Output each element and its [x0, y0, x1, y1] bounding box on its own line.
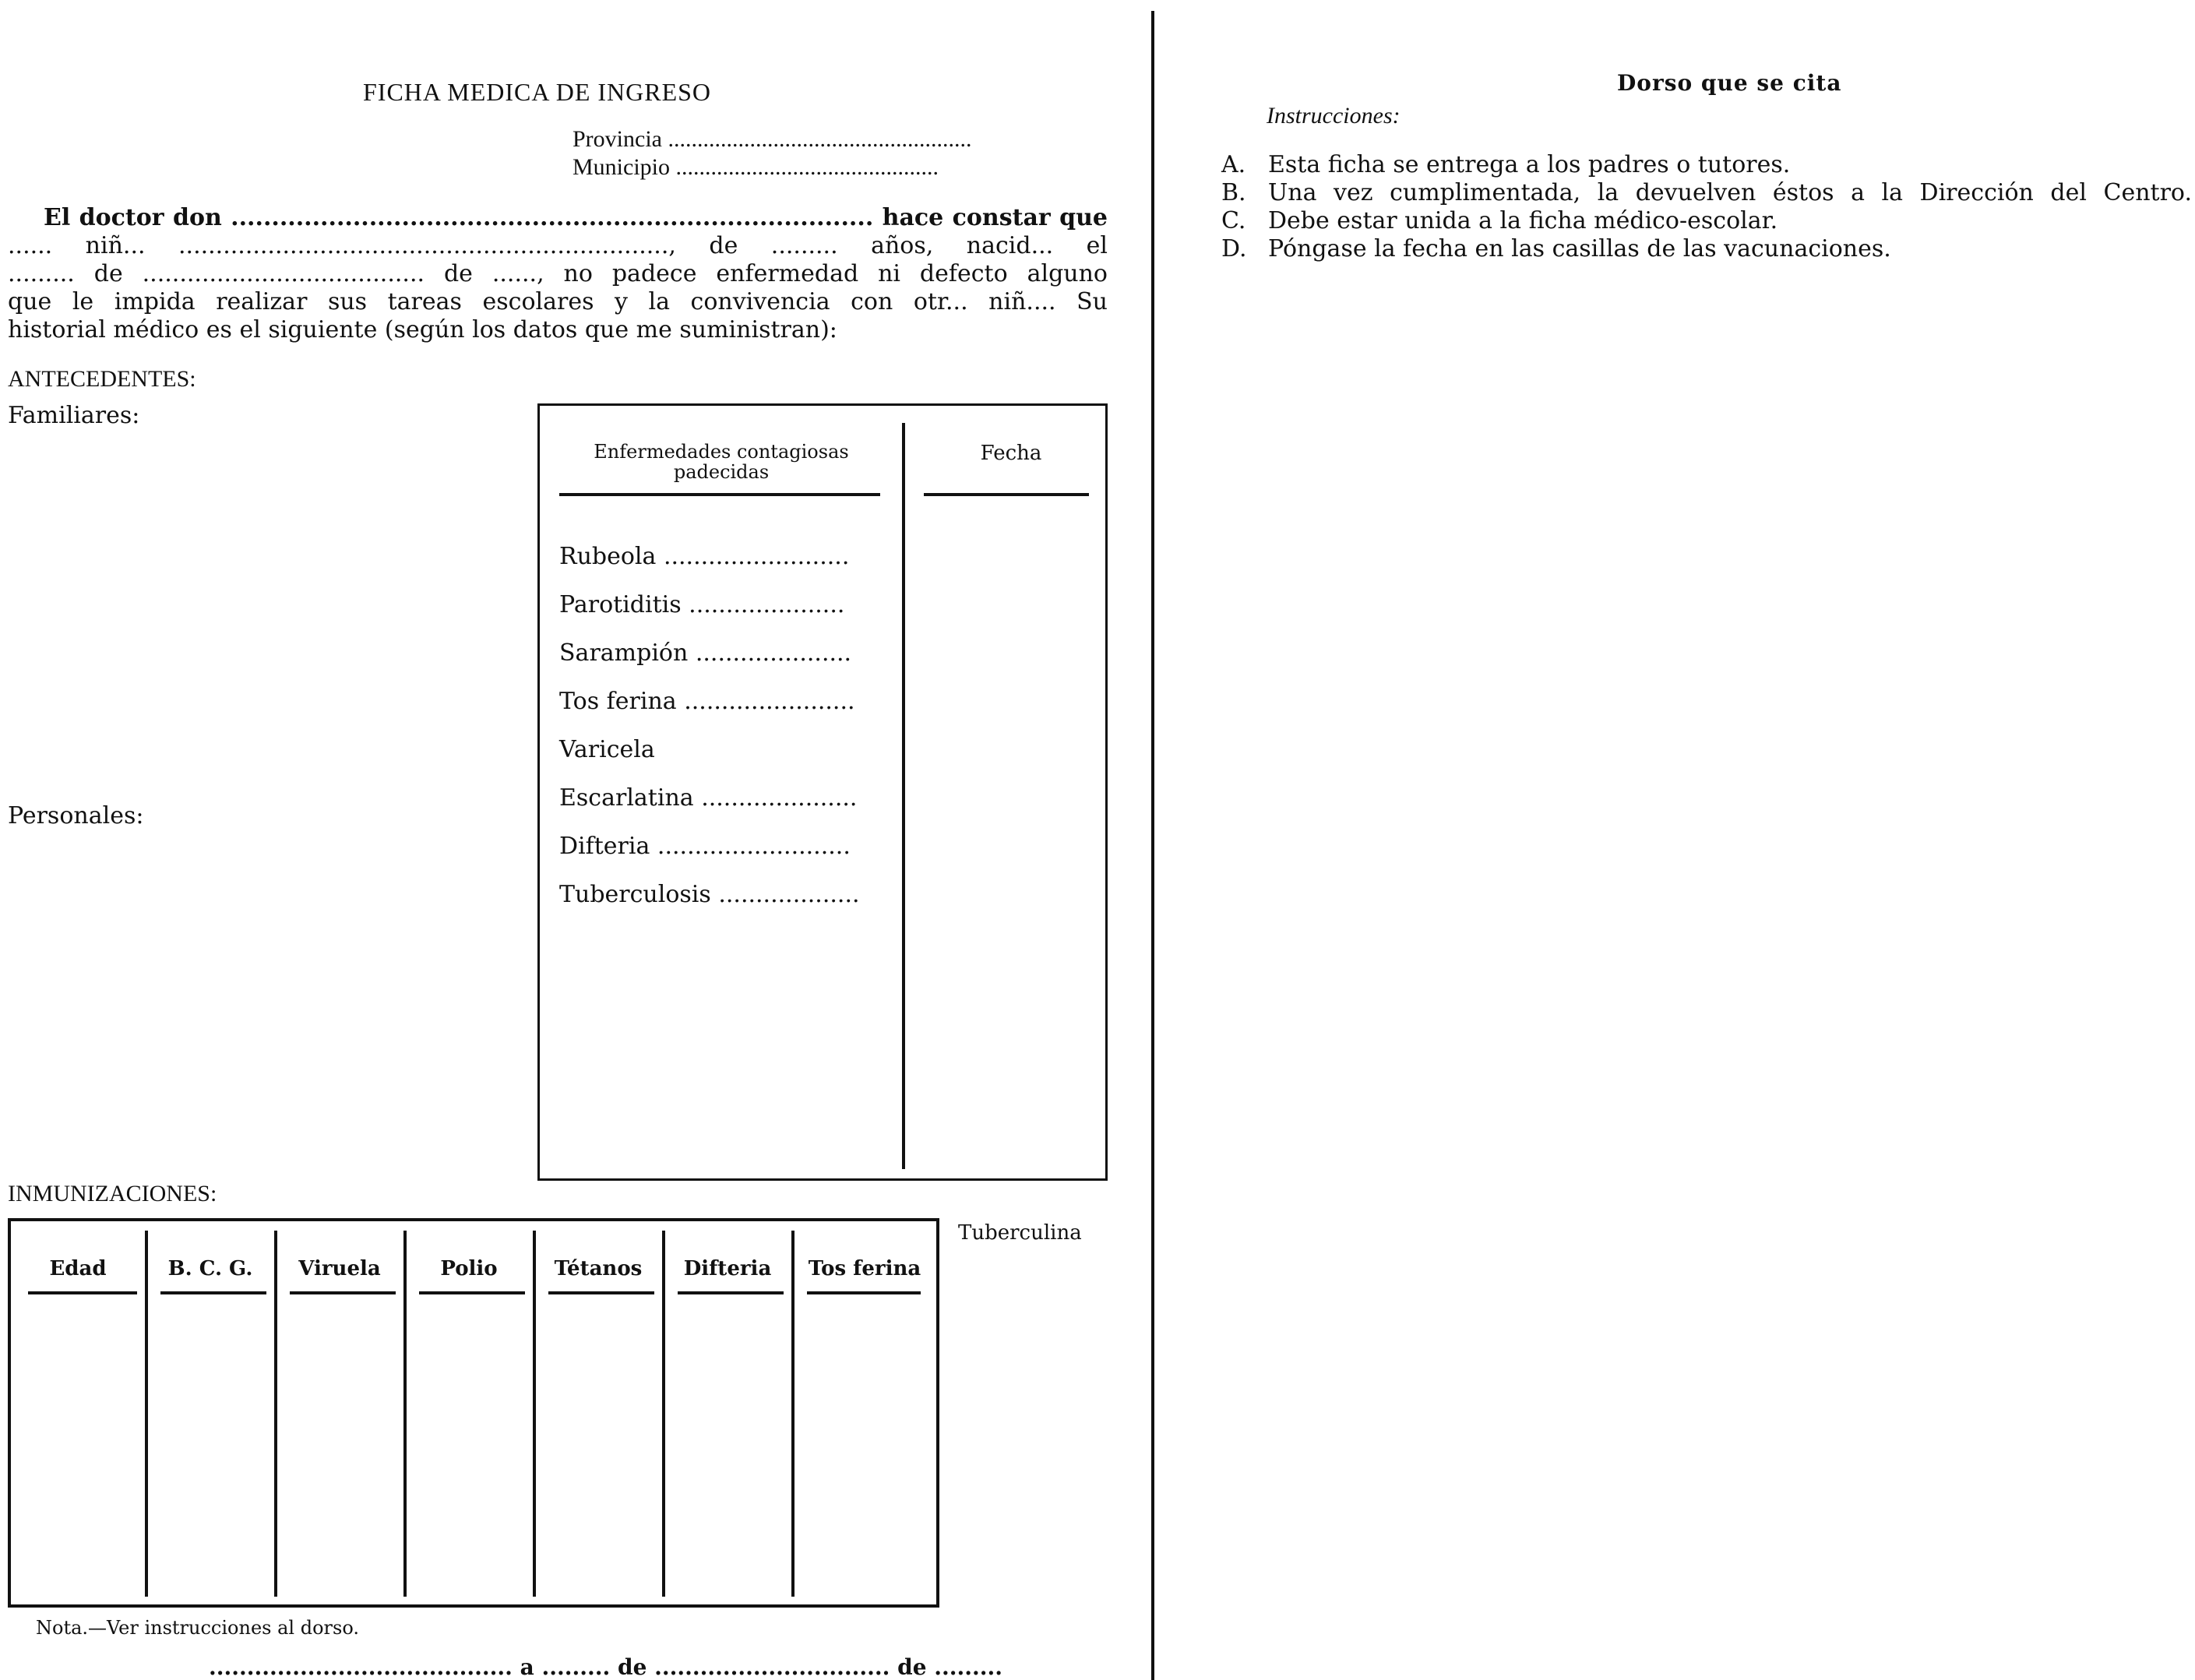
- disease-item: Escarlatina .....................: [559, 784, 858, 812]
- instruction-text: Póngase la fecha en las casillas de las vacunaciones.: [1268, 235, 1891, 262]
- dorso-title: Dorso que se cita: [1617, 70, 1842, 96]
- imm-divider: [662, 1231, 665, 1597]
- disease-item: Parotiditis .....................: [559, 591, 845, 618]
- statement-line-4: que le impida realizar sus tareas escolares y la convivencia con otr... niñ.... Su: [8, 288, 1108, 315]
- imm-header-rule: [419, 1291, 525, 1294]
- disease-item: Difteria ..........................: [559, 833, 851, 860]
- imm-col-bcg: B. C. G.: [167, 1257, 253, 1280]
- imm-header-rule: [678, 1291, 784, 1294]
- disease-header-rule: [559, 493, 880, 496]
- imm-col-tetanos: Tétanos: [554, 1257, 643, 1280]
- imm-header-rule: [28, 1291, 137, 1294]
- instruction-letter: D.: [1221, 235, 1247, 262]
- disease-item: Sarampión .....................: [559, 639, 852, 667]
- tuberculina-label: Tuberculina: [958, 1221, 1082, 1245]
- disease-column-divider: [902, 423, 905, 1169]
- inmunizaciones-heading: INMUNIZACIONES:: [8, 1181, 217, 1206]
- imm-divider: [274, 1231, 277, 1597]
- imm-col-tosferina: Tos ferina: [808, 1257, 921, 1280]
- disease-item: Tuberculosis ...................: [559, 881, 860, 908]
- imm-header-rule: [290, 1291, 396, 1294]
- form-title: FICHA MEDICA DE INGRESO: [363, 78, 712, 106]
- imm-left-border: [8, 1218, 11, 1608]
- statement-line-1: El doctor don ............................................................................... hace constar que: [44, 204, 1108, 231]
- imm-divider: [791, 1231, 794, 1597]
- imm-col-polio: Polio: [440, 1257, 498, 1280]
- signature-date-line: ........................................ a ......... de ............................... de .........: [209, 1654, 1002, 1680]
- instrucciones-heading: Instrucciones:: [1267, 103, 1401, 129]
- imm-col-edad: Edad: [49, 1257, 107, 1280]
- imm-top-rule: [8, 1218, 939, 1221]
- instruction-letter: A.: [1221, 151, 1246, 178]
- nota-text: Nota.—Ver instrucciones al dorso.: [36, 1617, 359, 1639]
- doctor-statement: [8, 204, 1108, 344]
- imm-bottom-rule: [8, 1604, 939, 1608]
- disease-item: Tos ferina .......................: [559, 688, 855, 715]
- instruction-text: Una vez cumplimentada, la devuelven éstos a la Dirección del Centro.: [1268, 179, 2192, 206]
- imm-header-rule: [807, 1291, 921, 1294]
- imm-header-rule: [160, 1291, 266, 1294]
- page-divider: [1151, 11, 1154, 1680]
- imm-col-difteria: Difteria: [683, 1257, 772, 1280]
- imm-divider: [403, 1231, 407, 1597]
- statement-line-3: ......... de ...................................... de ......, no padece enfermedad ni defecto alguno: [8, 260, 1108, 287]
- familiares-label: Familiares:: [8, 402, 140, 429]
- instruction-letter: B.: [1221, 179, 1246, 206]
- statement-line-2: ...... niñ... .................................................................., de ......... años, nacid... el: [8, 232, 1108, 259]
- imm-header-rule: [548, 1291, 654, 1294]
- disease-table: [537, 403, 1108, 1181]
- disease-item: Rubeola .........................: [559, 543, 850, 570]
- statement-line-5: historial médico es el siguiente (según los datos que me suministran):: [8, 316, 837, 343]
- fecha-header-rule: [924, 493, 1089, 496]
- instruction-letter: C.: [1221, 207, 1246, 234]
- fecha-header: Fecha: [980, 442, 1042, 465]
- municipio-field: Municipio .............................................: [573, 154, 939, 180]
- imm-divider: [533, 1231, 536, 1597]
- imm-divider: [145, 1231, 148, 1597]
- imm-right-border: [936, 1218, 939, 1608]
- antecedentes-heading: ANTECEDENTES:: [8, 366, 196, 392]
- disease-item: Varicela: [559, 736, 655, 763]
- imm-col-viruela: Viruela: [298, 1257, 381, 1280]
- provincia-field: Provincia ....................................................: [573, 126, 972, 152]
- disease-header-label: Enfermedades contagiosas padecidas: [594, 441, 849, 483]
- personales-label: Personales:: [8, 802, 144, 829]
- immunization-table: [8, 1218, 939, 1611]
- instruction-text: Debe estar unida a la ficha médico-escolar.: [1268, 207, 1778, 234]
- instruction-text: Esta ficha se entrega a los padres o tutores.: [1268, 151, 1791, 178]
